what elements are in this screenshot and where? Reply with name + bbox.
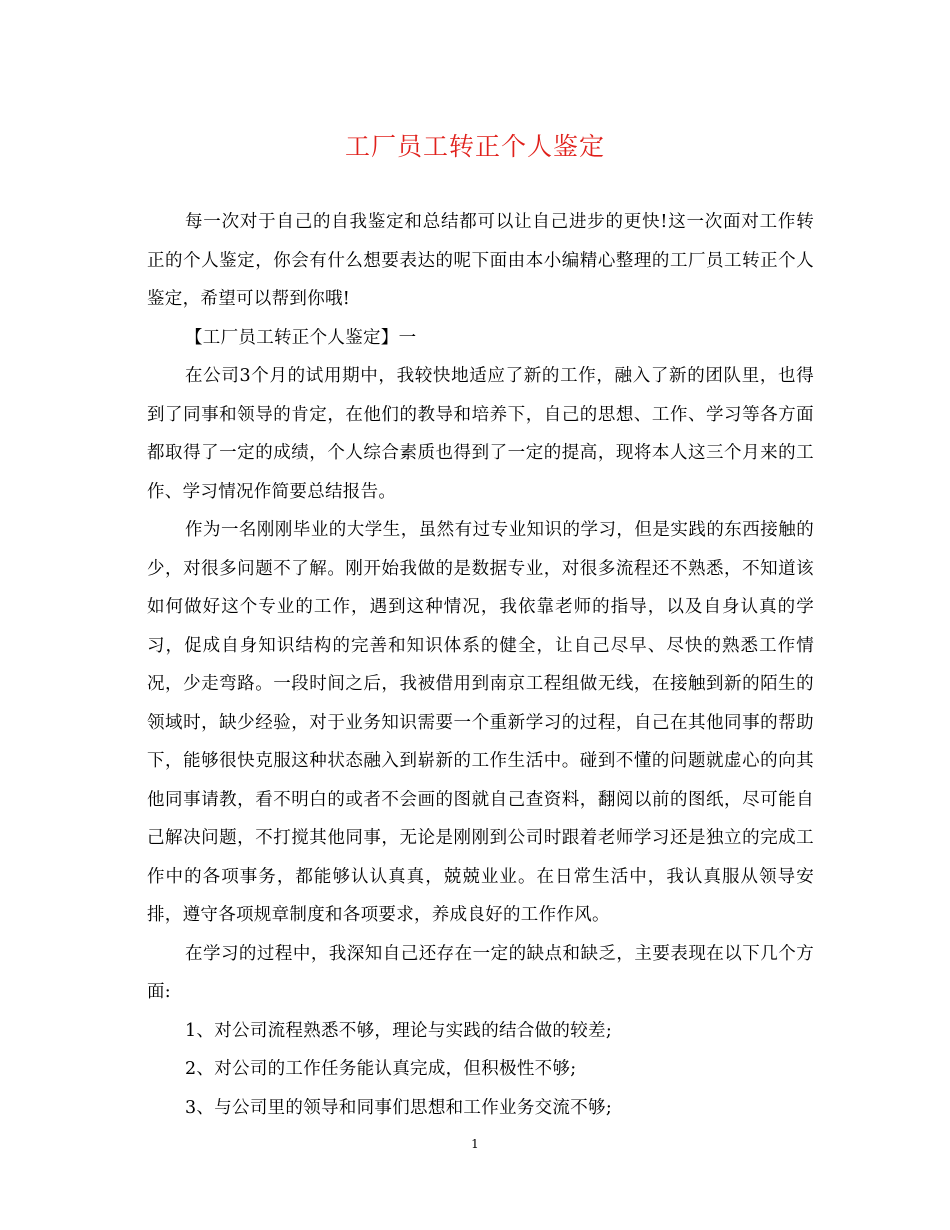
- document-title: 工厂员工转正个人鉴定: [344, 132, 605, 161]
- intro-paragraph: 每一次对于自己的自我鉴定和总结都可以让自己进步的更快!这一次面对工作转正的个人鉴定，你会有什么想要表达的呢下面由本小编精心整理的工厂员工转正个人鉴定，希望可以帮到你哦!: [147, 212, 814, 309]
- list-item: 2、对公司的工作任务能认真完成，但积极性不够;: [185, 1059, 577, 1079]
- section-heading: 【工厂员工转正个人鉴定】一: [185, 327, 417, 348]
- list-item: 1、对公司流程熟悉不够，理论与实践的结合做的较差;: [185, 1020, 613, 1041]
- document-body: [147, 203, 814, 1127]
- body-paragraph: 作为一名刚刚毕业的大学生，虽然有过专业知识的学习，但是实践的东西接触的少，对很多问题不了解。刚开始我做的是数据专业，对很多流程还不熟悉，不知道该如何做好这个专业的工作，遇到这种情况，我依靠老师的指导，以及自身认真的学习，促成自身知识结构的完善和知识体系的健全，让自己尽早、尽快的熟悉工作情况，少走弯路。一段时间之后，我被借用到南京工程组做无线，在接触到新的陌生的领域时，缺少经验，对于业务知识需要一个重新学习的过程，自己在其他同事的帮助下，能够很快克服这种状态融入到崭新的工作生活中。碰到不懂的问题就虚心的向其他同事请教，看不明白的或者不会画的图就自己查资料，翻阅以前的图纸，尽可能自己解决问题，不打搅其他同事，无论是刚刚到公司时跟着老师学习还是独立的完成工作中的各项事务，都能够认认真真，兢兢业业。在日常生活中，我认真服从领导安排，遵守各项规章制度和各项要求，养成良好的工作作风。: [147, 520, 814, 925]
- body-paragraph: 在学习的过程中，我深知自己还存在一定的缺点和缺乏，主要表现在以下几个方面:: [147, 943, 814, 1002]
- list-item: 3、与公司里的领导和同事们思想和工作业务交流不够;: [185, 1097, 613, 1118]
- page-number: 1: [471, 1137, 479, 1151]
- body-paragraph: 在公司3个月的试用期中，我较快地适应了新的工作，融入了新的团队里，也得到了同事和领导的肯定，在他们的教导和培养下，自己的思想、工作、学习等各方面都取得了一定的成绩，个人综合素质也得到了一定的提高，现将本人这三个月来的工作、学习情况作简要总结报告。: [147, 366, 814, 502]
